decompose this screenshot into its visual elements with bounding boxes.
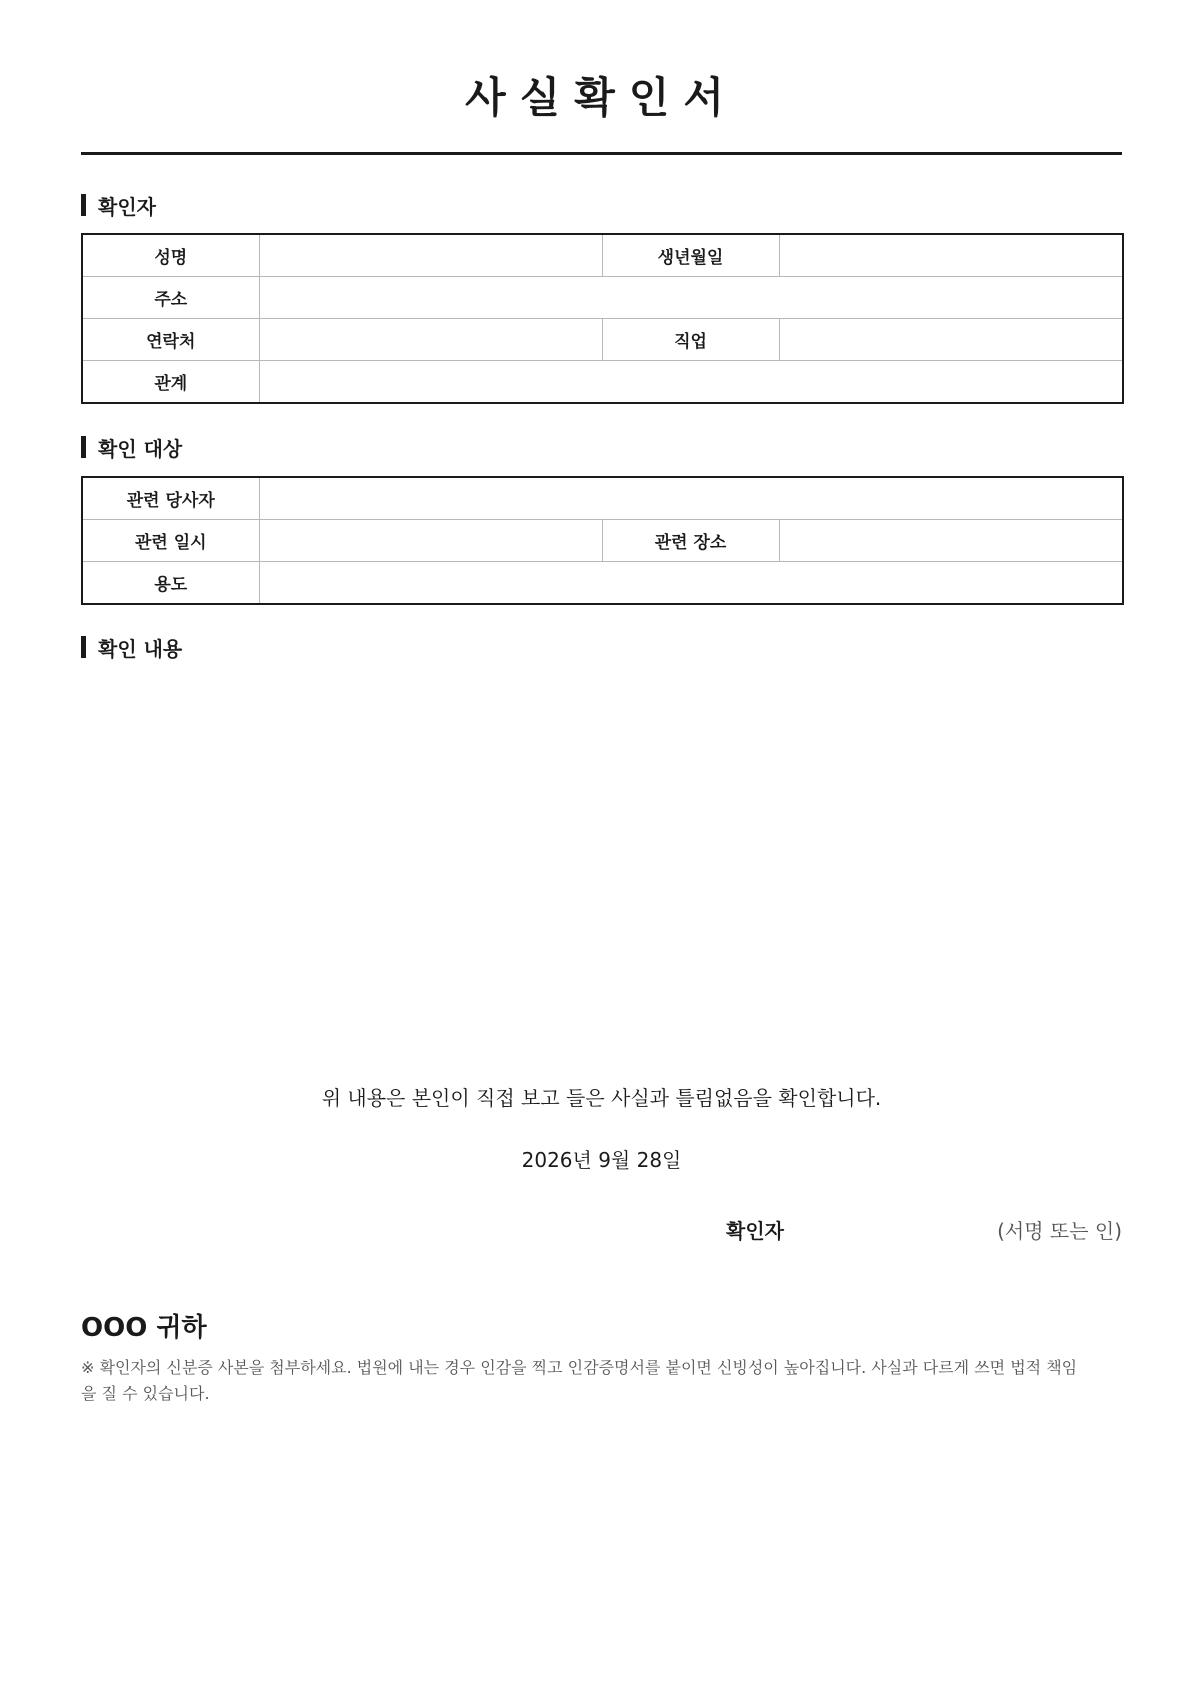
related-datetime-field[interactable] [259, 520, 602, 562]
relation-label: 관계 [82, 361, 259, 404]
content-body-area[interactable] [81, 675, 1122, 1055]
purpose-label: 용도 [82, 562, 259, 605]
table-row [82, 477, 1123, 520]
confirmation-statement: 위 내용은 본인이 직접 보고 들은 사실과 틀림없음을 확인합니다. [321, 1086, 882, 1110]
target-table [81, 476, 1124, 605]
table-row [82, 234, 1123, 277]
addressee: OOO 귀하 [81, 1313, 207, 1343]
relation-field[interactable] [259, 361, 1123, 404]
birth-date-label: 생년월일 [602, 234, 779, 277]
birth-date-field[interactable] [779, 234, 1123, 277]
address-label: 주소 [82, 277, 259, 319]
related-datetime-label: 관련 일시 [82, 520, 259, 562]
related-place-label: 관련 장소 [602, 520, 779, 562]
section-heading-content [81, 635, 182, 659]
section-title-confirmer: 확인자 [98, 194, 156, 219]
document-title: 사실확인서 [465, 73, 738, 122]
confirmation-date: 2026년 9월 28일 [521, 1148, 682, 1172]
related-party-field[interactable] [259, 477, 1123, 520]
section-marker [81, 636, 86, 658]
section-marker [81, 436, 86, 458]
section-title-content: 확인 내용 [98, 636, 183, 661]
signature-hint: (서명 또는 인) [997, 1219, 1122, 1243]
section-marker [81, 194, 86, 216]
address-field[interactable] [259, 277, 1123, 319]
confirmer-table [81, 233, 1124, 404]
table-row [82, 319, 1123, 361]
purpose-field[interactable] [259, 562, 1123, 605]
section-heading-confirmer [81, 193, 156, 217]
contact-field[interactable] [259, 319, 602, 361]
name-label: 성명 [82, 234, 259, 277]
title-divider [81, 152, 1122, 155]
table-row [82, 520, 1123, 562]
footnote: ※ 확인자의 신분증 사본을 첨부하세요. 법원에 내는 경우 인감을 찍고 인감증명서를 붙이면 신빙성이 높아집니다. 사실과 다르게 쓰면 법적 책임을 질 수 있습니다. [81, 1358, 1078, 1403]
table-row [82, 361, 1123, 404]
occupation-label: 직업 [602, 319, 779, 361]
table-row [82, 562, 1123, 605]
section-heading-target [81, 435, 182, 459]
occupation-field[interactable] [779, 319, 1123, 361]
name-field[interactable] [259, 234, 602, 277]
related-party-label: 관련 당사자 [82, 477, 259, 520]
related-place-field[interactable] [779, 520, 1123, 562]
signer-label: 확인자 [726, 1219, 784, 1243]
contact-label: 연락처 [82, 319, 259, 361]
table-row [82, 277, 1123, 319]
section-title-target: 확인 대상 [98, 436, 183, 461]
